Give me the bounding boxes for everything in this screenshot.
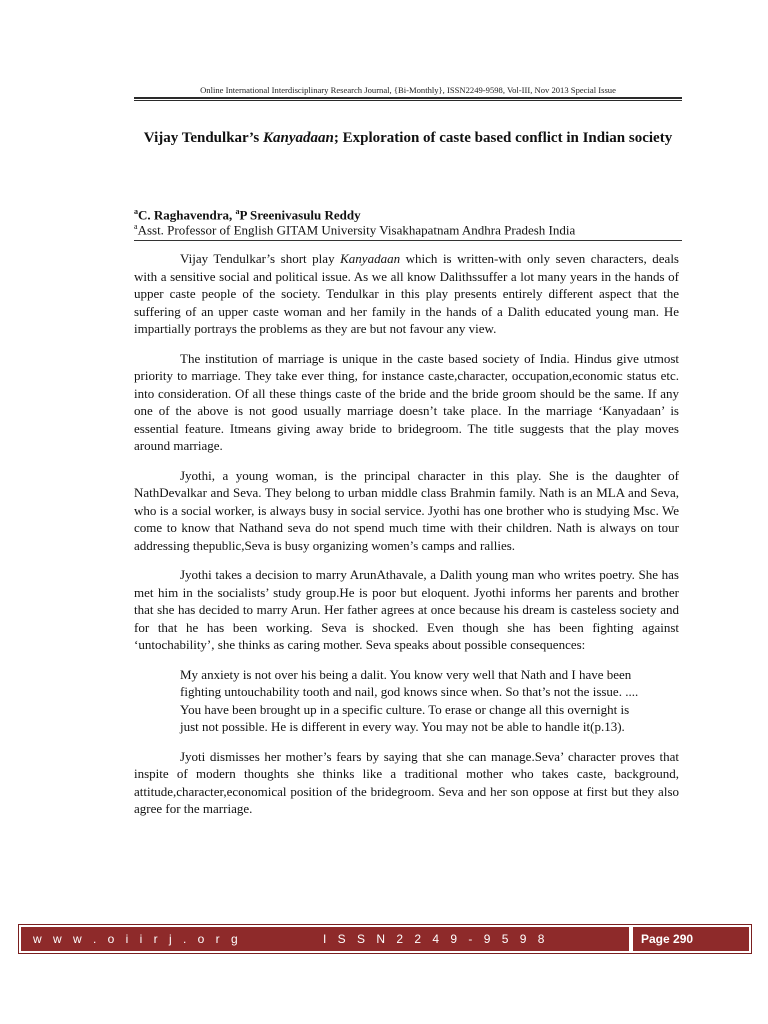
footer-page-number: Page 290	[633, 927, 749, 951]
title-italic: Kanyadaan	[263, 130, 334, 146]
author-line	[134, 207, 361, 223]
title-prefix: Vijay Tendulkar’s	[143, 130, 263, 146]
author-sup-2: a	[235, 207, 240, 216]
paragraph-1-italic: Kanyadaan	[340, 251, 401, 266]
paragraph-2: The institution of marriage is unique in the caste based society of India. Hindus give utmost priority to marriage. They take ever thing, for instance caste,character, occupation,economic status etc. into consideration. Of all these things caste of the bride and the bride groom should be the same. If any one of the above is not good usually marriage doesn’t take place. In the marriage ‘Kanyadaan’ is essential feature. Itmeans giving away bride to bridegroom. The title suggests that the play moves around marriage.	[134, 350, 679, 453]
author-name-1: C. Raghavendra,	[138, 207, 236, 223]
block-quote: My anxiety is not over his being a dalit. You know very well that Nath and I have been fighting untouchability tooth and nail, god knows since when. So that’s not the issue. .... You have been brought up in a specific culture. To erase or change all this overnight is just not possible. He is different in every way. You may not be able to handle it(p.13).	[180, 666, 639, 734]
title-suffix: ; Exploration of caste based conflict in Indian society	[333, 130, 673, 146]
running-header: Online International Interdisciplinary Research Journal, {Bi-Monthly}, ISSN2249-9598, Vol-III, Nov 2013 Special Issue	[200, 85, 616, 95]
page-footer	[18, 924, 752, 954]
author-sup-1: a	[134, 207, 138, 216]
affiliation-rule	[134, 240, 682, 241]
header-rule	[134, 97, 682, 99]
footer-website: w w w . o i i r j . o r g	[33, 932, 242, 946]
author-name-2: P Sreenivasulu Reddy	[239, 207, 361, 223]
paragraph-1	[134, 250, 679, 338]
paper-title	[134, 128, 682, 148]
article-body	[134, 250, 679, 830]
footer-left-band	[21, 927, 629, 951]
paragraph-3: Jyothi, a young woman, is the principal character in this play. She is the daughter of NathDevalkar and Seva. They belong to urban middle class Brahmin family. Nath is an MLA and Seva, who is a social worker, is always busy in social service. Jyothi has one brother who is studying Msc. We come to know that Nathand seva do not spend much time with their children. Nath is always on tour addressing thepublic,Seva is busy organizing women’s camps and rallies.	[134, 467, 679, 553]
paragraph-5: Jyoti dismisses her mother’s fears by saying that she can manage.Seva’ character proves that inspite of modern thoughts she thinks like a traditional mother who takes caste, background, attitude,character,economical position of the bridegroom. Seva and her son oppose at first but they also agree for the marriage.	[134, 748, 679, 816]
paragraph-1-b: which is written-with only seven characters, deals with a sensitive social and political issue. As we all know Dalithssuffer a lot many years in the hands of upper caste people of the society. Tendulkar in this play presents entirely different aspect that the suffering of an upper caste woman and her family in the hands of a Dalith educated young man. He impartially portrays the problems as they are but not favour any view.	[134, 251, 679, 336]
affiliation-sup: a	[134, 222, 138, 231]
paragraph-4: Jyothi takes a decision to marry ArunAthavale, a Dalith young man who writes poetry. She has met him in the socialists’ study group.He is poor but eloquent. Jyothi informs her parents and brother that she has decided to marry Arun. Her father agrees at once because his dream is casteless society and for that he has been working. Seva is shocked. Even though she has been fighting against ‘untochability’, she thinks as caring mother. Seva speaks about possible consequences:	[134, 567, 679, 652]
affiliation-text: Asst. Professor of English GITAM University Visakhapatnam Andhra Pradesh India	[137, 222, 576, 238]
header-rule-thin	[134, 100, 682, 101]
footer-issn: I S S N 2 2 4 9 - 9 5 9 8	[323, 932, 549, 946]
affiliation-line	[134, 222, 575, 238]
paragraph-1-a: Vijay Tendulkar’s short play	[180, 251, 341, 266]
